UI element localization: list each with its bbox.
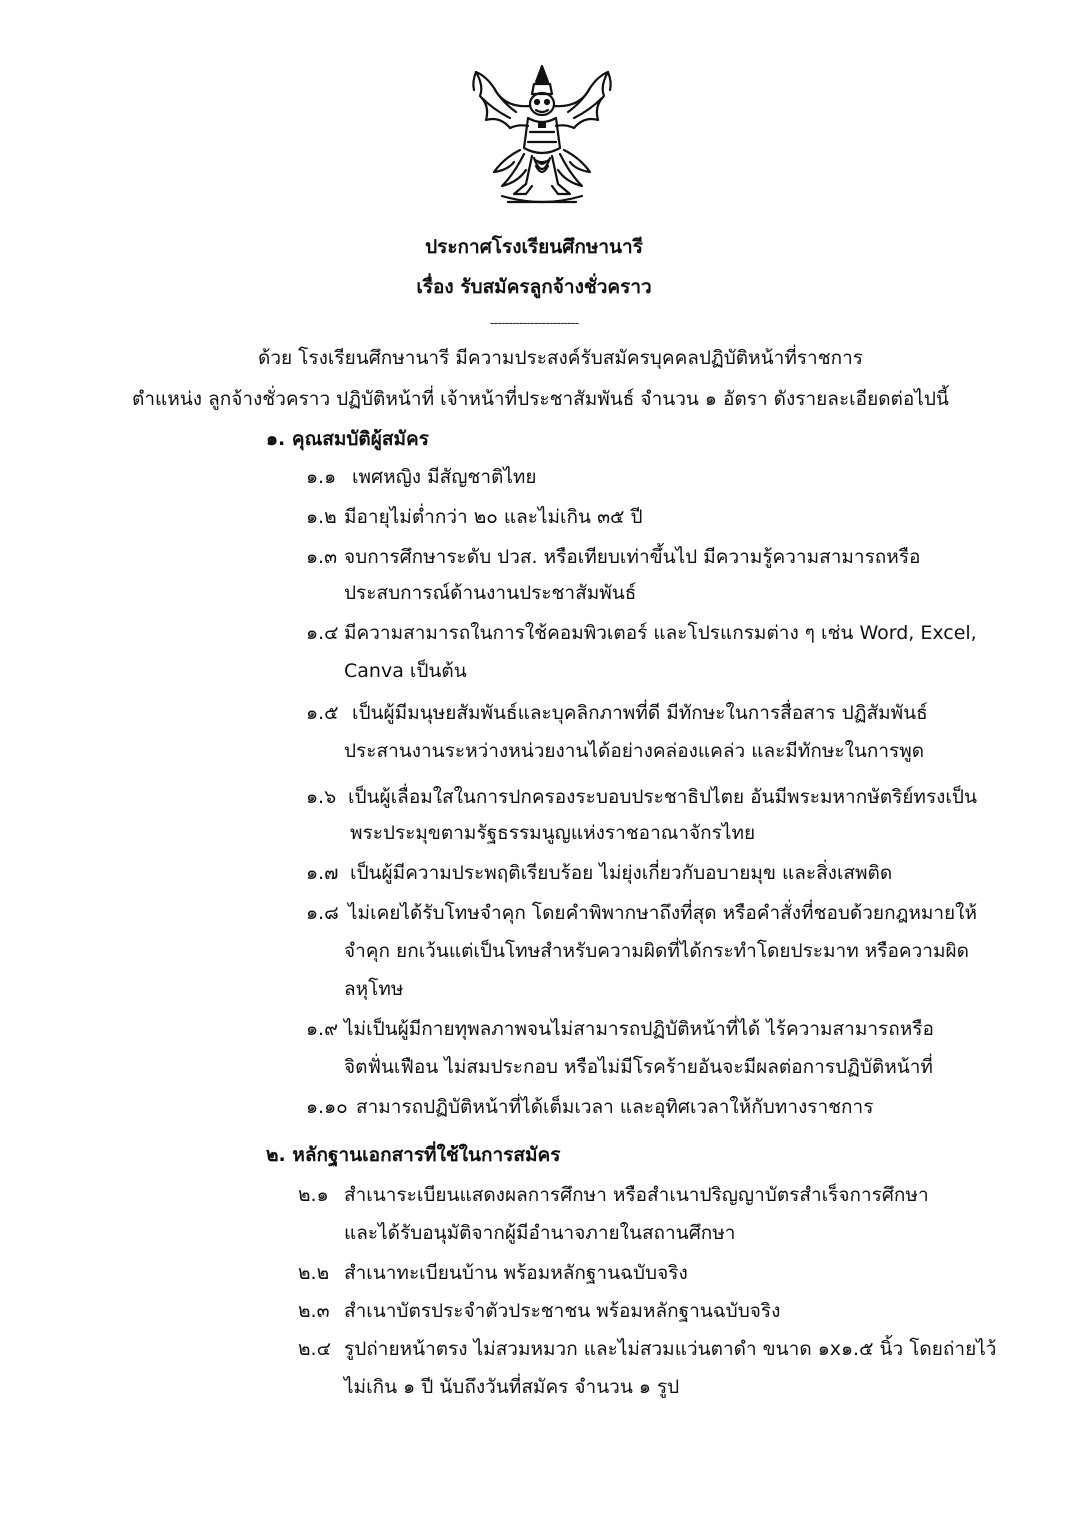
list-item: สำเนาทะเบียนบ้าน พร้อมหลักฐานฉบับจริง [344, 1262, 688, 1284]
list-item-cont: ประสานงานระหว่างหน่วยงานได้อย่างคล่องแคล่ว และมีทักษะในการพูด [344, 740, 925, 762]
list-item-cont: พระประมุขตามรัฐธรรมนูญแห่งราชอาณาจักรไทย [350, 822, 756, 844]
section-2-heading: ๒. หลักฐานเอกสารที่ใช้ในการสมัคร [266, 1144, 561, 1166]
list-item-cont: จิตฟั่นเฟือน ไม่สมประกอบ หรือไม่มีโรคร้ายอันจะมีผลต่อการปฏิบัติหน้าที่ [344, 1056, 933, 1078]
list-item: สำเนาระเบียนแสดงผลการศึกษา หรือสำเนาปริญญาบัตรสำเร็จการศึกษา [344, 1184, 929, 1206]
list-item: เป็นผู้เลื่อมใสในการปกครองระบอบประชาธิปไตย อันมีพระมหากษัตริย์ทรงเป็น [348, 786, 977, 808]
list-item-num: ๒.๓ [298, 1300, 330, 1322]
list-item: มีอายุไม่ต่ำกว่า ๒๐ และไม่เกิน ๓๕ ปี [344, 506, 643, 528]
list-item-num: ๒.๑ [298, 1184, 329, 1206]
list-item: มีความสามารถในการใช้คอมพิวเตอร์ และโปรแกรมต่าง ๆ เช่น Word, Excel, [344, 622, 977, 644]
list-item-cont: และได้รับอนุมัติจากผู้มีอำนาจภายในสถานศึกษา [344, 1222, 736, 1244]
list-item-num: ๑.๕ [306, 702, 339, 724]
list-item-num: ๒.๔ [298, 1338, 331, 1360]
announcement-subject: เรื่อง รับสมัครลูกจ้างชั่วคราว [416, 276, 652, 298]
list-item-num: ๑.๑ [306, 466, 337, 488]
list-item: เพศหญิง มีสัญชาติไทย [352, 466, 537, 488]
list-item: สำเนาบัตรประจำตัวประชาชน พร้อมหลักฐานฉบับจริง [344, 1300, 781, 1322]
section-1-heading: ๑. คุณสมบัติผู้สมัคร [266, 428, 429, 450]
list-item-num: ๑.๒ [306, 506, 337, 528]
intro-line-1: ด้วย โรงเรียนศึกษานารี มีความประสงค์รับสมัครบุคคลปฏิบัติหน้าที่ราชการ [258, 347, 863, 369]
list-item-cont: ลหุโทษ [344, 978, 404, 1000]
list-item-num: ๑.๑๐ [306, 1096, 348, 1118]
list-item-num: ๑.๖ [306, 786, 337, 808]
list-item-num: ๑.๙ [306, 1018, 339, 1040]
list-item-cont: จำคุก ยกเว้นแต่เป็นโทษสำหรับความผิดที่ได้กระทำโดยประมาท หรือความผิด [344, 940, 969, 962]
garuda-emblem-icon [464, 62, 620, 212]
list-item: จบการศึกษาระดับ ปวส. หรือเทียบเท่าขึ้นไป มีความรู้ความสามารถหรือ [344, 546, 921, 568]
list-item: เป็นผู้มีความประพฤติเรียบร้อย ไม่ยุ่งเกี่ยวกับอบายมุข และสิ่งเสพติด [350, 862, 893, 884]
title-divider: ------------------------ [489, 316, 579, 331]
list-item-num: ๑.๔ [306, 622, 339, 644]
list-item: ไม่เป็นผู้มีกายทุพลภาพจนไม่สามารถปฏิบัติหน้าที่ได้ ไร้ความสามารถหรือ [344, 1018, 934, 1040]
list-item: รูปถ่ายหน้าตรง ไม่สวมหมวก และไม่สวมแว่นตาดำ ขนาด ๑x๑.๕ นิ้ว โดยถ่ายไว้ [344, 1338, 997, 1360]
list-item-num: ๑.๗ [306, 862, 339, 884]
intro-line-2: ตำแหน่ง ลูกจ้างชั่วคราว ปฏิบัติหน้าที่ เจ้าหน้าที่ประชาสัมพันธ์ จำนวน ๑ อัตรา ดังรายละเอียดต่อไปนี้ [132, 388, 949, 410]
list-item-num: ๑.๓ [306, 546, 338, 568]
list-item-cont: ไม่เกิน ๑ ปี นับถึงวันที่สมัคร จำนวน ๑ รูป [344, 1376, 680, 1398]
list-item-cont: Canva เป็นต้น [344, 660, 467, 682]
list-item: ไม่เคยได้รับโทษจำคุก โดยคำพิพากษาถึงที่สุด หรือคำสั่งที่ชอบด้วยกฎหมายให้ [348, 902, 977, 924]
list-item-num: ๒.๒ [298, 1262, 330, 1284]
list-item: เป็นผู้มีมนุษยสัมพันธ์และบุคลิกภาพที่ดี มีทักษะในการสื่อสาร ปฏิสัมพันธ์ [352, 702, 928, 724]
list-item: สามารถปฏิบัติหน้าที่ได้เต็มเวลา และอุทิศเวลาให้กับทางราชการ [356, 1096, 874, 1118]
list-item-cont: ประสบการณ์ด้านงานประชาสัมพันธ์ [344, 582, 637, 604]
announcement-title: ประกาศโรงเรียนศึกษานารี [425, 236, 643, 258]
list-item-num: ๑.๘ [306, 902, 339, 924]
